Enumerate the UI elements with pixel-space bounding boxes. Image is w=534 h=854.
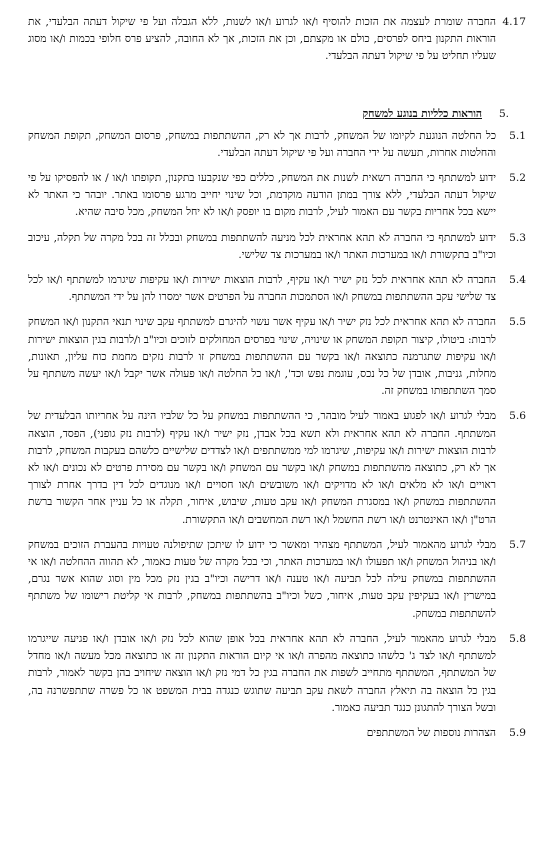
clause-5-8 <box>28 631 526 717</box>
clause-list <box>28 128 526 743</box>
clause-number: 5.5 <box>509 316 526 329</box>
clause-5-4 <box>28 272 526 306</box>
section-title: הוראות כלליות בנוגע למשחק <box>362 107 482 120</box>
clause-5-1 <box>28 128 526 162</box>
clause-text: החברה לא תהא אחראית לכל נזק ישיר ו/או עקיף, לרבות הוצאות ישירות ו/או עקיפות שיגרמו למשתתף ו/או לכל צד שלישי עקב ההשתתפות במשחק ו/או הסתמכות החברה על הפרטים אשר ימסרו להן על ידי המשתתף. <box>28 274 496 304</box>
clause-text: החברה לא תהא אחראית לכל נזק ישיר ו/או עקיף אשר עשוי להיגרם למשתתף עקב שינוי תנאי התקנון ו/או המשחק לרבות: ביטולו, קיצור תקופת המשחק או שינויה, שינוי בפרסים המחולקים לזוכים וכיו"ב ו/לרבות בגין הוצאות ישירות ו/או עקיפות שתגרמנה כתוצאה ו/או בקשר עם ההשתתפות במשחק זו לרבות נזקים מחמת כוח עליון, תאונות, מחלות, גניבות, אובדן של כל נכס, עוגמת נפש וכד', ו/או כל החלטה ו/או פעולה אשר יקבל ו/או יעשה משתתף על סמך השתתפותו במשחק זה. <box>28 316 496 398</box>
clause-4-17 <box>28 14 526 66</box>
clause-number: 5.1 <box>509 129 526 142</box>
clause-number: 5.2 <box>509 172 526 185</box>
clause-number: 5.6 <box>509 410 526 423</box>
clause-text: ידוע למשתתף כי החברה רשאית לשנות את המשחק, כללים כפי שנקבעו בתקנון, תקופתו ו/או / או להפסיקו על פי שיקול דעתה הבלעדי, ללא צורך במתן הודעה מוקדמת, וכל שינוי יחייב מרגע פרסומו באתר. יובהר כי האתר לא יישא בכל אחריות בקשר עם האמור לעיל, לרבות מקום בו יופסק ו/או לא יחל המשחק, מכל סיבה שהיא. <box>28 172 496 219</box>
clause-5-7 <box>28 537 526 623</box>
section-heading <box>28 106 526 123</box>
clause-5-6 <box>28 408 526 528</box>
section-number: 5. <box>498 107 510 120</box>
clause-5-9 <box>28 725 526 742</box>
clause-5-3 <box>28 230 526 264</box>
clause-text: מבלי לגרוע מהאמור לעיל, החברה לא תהא אחראית בכל אופן שהוא לכל נזק ו/או אובדן ו/או פגיעה שייגרמו למשתתף ו/או לצד ג' כלשהו כתוצאה מהפרה ו/או אי קיום הוראות התקנון זה או כתוצאה מכל מעשה ו/או מחדל של המשתתף, המשתתף מתחייב לשפות את החברה בגין כל דמי נזק ו/או הוצאה שיחויב בהן בקשר לאמור, לרבות בגין כל הוצאה בה תיאלץ החברה לשאת עקב תביעה שתוגש כנגדה בבית המשפט או כל פשרה שתתפשרנה בה, ובשל הצורך להתגונן כנגד תביעה כאמור. <box>28 632 496 714</box>
clause-text: כל החלטה הנוגעת לקיומו של המשחק, לרבות אך לא רק, ההשתתפות במשחק, פרסום המשחק, תקופת המשחק והחלטות אחרות, תעשה על ידי החברה ועל פי שיקול דעתה הבלעדי. <box>28 129 496 159</box>
clause-number: 5.9 <box>509 726 526 739</box>
clause-number: 5.3 <box>509 231 526 244</box>
clause-number: 4.17 <box>502 16 526 28</box>
clause-text: ידוע למשתתף כי החברה לא תהא אחראית לכל מניעה להשתתפות במשחק ובכלל זה בכל מקרה של תקלה, עיכוב וכיו"ב בתקשורת ו/או במערכות האתר ו/או במערכות צד שלישי. <box>28 231 496 261</box>
clause-number: 5.4 <box>509 274 526 287</box>
clause-5-5 <box>28 314 526 400</box>
clause-text: מבלי לגרוע מהאמור לעיל, המשתתף מצהיר ומאשר כי ידוע לו שיתכן שתיפולנה טעויות בהעברת הזוכים במשחק ו/או בניהול המשחק ו/או תפעולו ו/או במערכות האתר, וכי בכל מקרה של טעות כאמור, לא תהווה ההחלטה ו/או אי ההשתתפות במשחק עילה לכל תביעה ו/או טענה ו/או דרישה וכיו"ב בגין נזק מכל מין וסוג שהוא אשר נגרם, במישרין ו/או בעקיפין עקב טעות, איחור, כשל וכיו"ב בהשתתפות במשחק, לרבות אי קליטת רישומו של משתתף להשתתפות במשחק. <box>28 538 496 620</box>
clause-number: 5.7 <box>509 538 526 551</box>
clause-number: 5.8 <box>509 632 526 645</box>
clause-text: החברה שומרת לעצמה את הזכות להוסיף ו/או לגרוע ו/או לשנות, ללא הגבלה ועל פי שיקול דעתה הבלעדי, את הוראות התקנון ביחס לפרסים, כולם או מקצתם, וכן את הזכות, אך לא החובה, להציע פרס חלופי בכמות ו/או מסוג שעליו תחליט על פי שיקול דעתה הבלעדי. <box>28 16 496 63</box>
clause-text: מבלי לגרוע ו/או לפגוע באמור לעיל מובהר, כי ההשתתפות במשחק על כל שלביו הינה על אחריותו הבלעדית של המשתתף. החברה לא תהא אחראית ולא תשא בכל אבדן, נזק ישיר ו/או עקיף (לרבות נזק גופני), הפסד, הוצאה לרבות הוצאות ישירות ו/או עקיפות, שיגרמו למי ממשתתפים ו/או לצדדים שלישיים כלשהם בעקבות המשחק, לרבות אך לא רק, כתוצאה מהשתתפות במשחק ו/או בקשר עם המשחק ו/או בקשר עם מסירת פרטים לא נכונים ו/או לא ראויים ו/או לא מלאים ו/או לא מדויקים ו/או משובשים ו/או חסויים ו/או מנוגדים לכל דין בדרך אחרת לצורך ההשתתפות במשחק ו/או במסגרת המשחק ו/או עקב טעות, שיבוש, איחור, תקלה או כל עניין אחר הקשור ברשת הרט"ן ו/או האינטרנט ו/או רשת החשמל ו/או רשת המחשבים ו/או התקשורת. <box>27 410 496 526</box>
clause-text: הצהרות נוספות של המשתתפים <box>366 726 496 739</box>
clause-5-2 <box>28 170 526 222</box>
